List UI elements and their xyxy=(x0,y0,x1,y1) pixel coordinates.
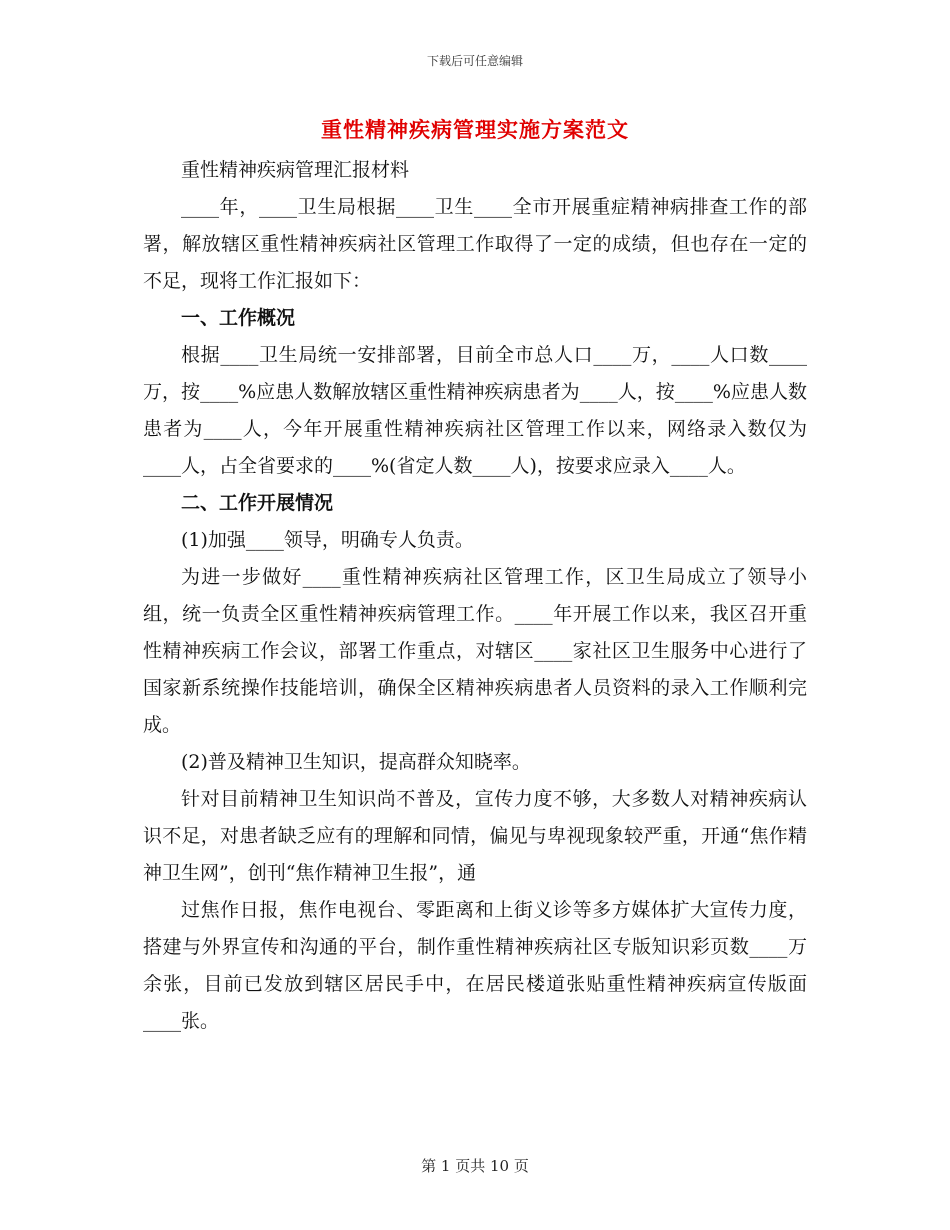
header-note: 下载后可任意编辑 xyxy=(426,54,523,68)
section-heading-overview: 一、工作概况 xyxy=(181,307,296,329)
paragraph-item-2: (2)普及精神卫生知识，提高群众知晓率。 xyxy=(181,751,531,773)
document-title: 重性精神疾病管理实施方案范文 xyxy=(321,117,629,142)
page-footer: 第 1 页共 10 页 xyxy=(421,1157,529,1175)
document-body xyxy=(143,152,807,1040)
paragraph-intro: ____年，____卫生局根据____卫生____全市开展重症精神病排查工作的部署，解放辖区重性精神疾病社区管理工作取得了一定的成绩，但也存在一定的不足，现将工作汇报如下： xyxy=(143,196,807,292)
paragraph-awareness: 针对目前精神卫生知识尚不普及，宣传力度不够，大多数人对精神疾病认识不足，对患者缺乏应有的理解和同情，偏见与卑视现象较严重，开通“焦作精神卫生网”，创刊“焦作精神卫生报”，通 xyxy=(143,788,807,884)
section-heading-progress: 二、工作开展情况 xyxy=(181,492,334,514)
paragraph-leadership: 为进一步做好____重性精神疾病社区管理工作，区卫生局成立了领导小组，统一负责全区重性精神疾病管理工作。____年开展工作以来，我区召开重性精神疾病工作会议，部署工作重点，对辖区____家社区卫生服务中心进行了国家新系统操作技能培训，确保全区精神疾病患者人员资料的录入工作顺利完成。 xyxy=(143,566,807,736)
paragraph-overview: 根据____卫生局统一安排部署，目前全市总人口____万，____人口数____万，按____%应患人数解放辖区重性精神疾病患者为____人，按____%应患人数患者为____人，今年开展重性精神疾病社区管理工作以来，网络录入数仅为____人，占全省要求的____%(省定人数____人)，按要求应录入____人。 xyxy=(143,344,807,477)
paragraph-media: 过焦作日报，焦作电视台、零距离和上街义诊等多方媒体扩大宣传力度，搭建与外界宣传和沟通的平台，制作重性精神疾病社区专版知识彩页数____万余张，目前已发放到辖区居民手中，在居民楼道张贴重性精神疾病宣传版面____张。 xyxy=(143,899,807,1032)
paragraph-subtitle: 重性精神疾病管理汇报材料 xyxy=(181,159,410,181)
paragraph-item-1: (1)加强____领导，明确专人负责。 xyxy=(181,529,474,551)
